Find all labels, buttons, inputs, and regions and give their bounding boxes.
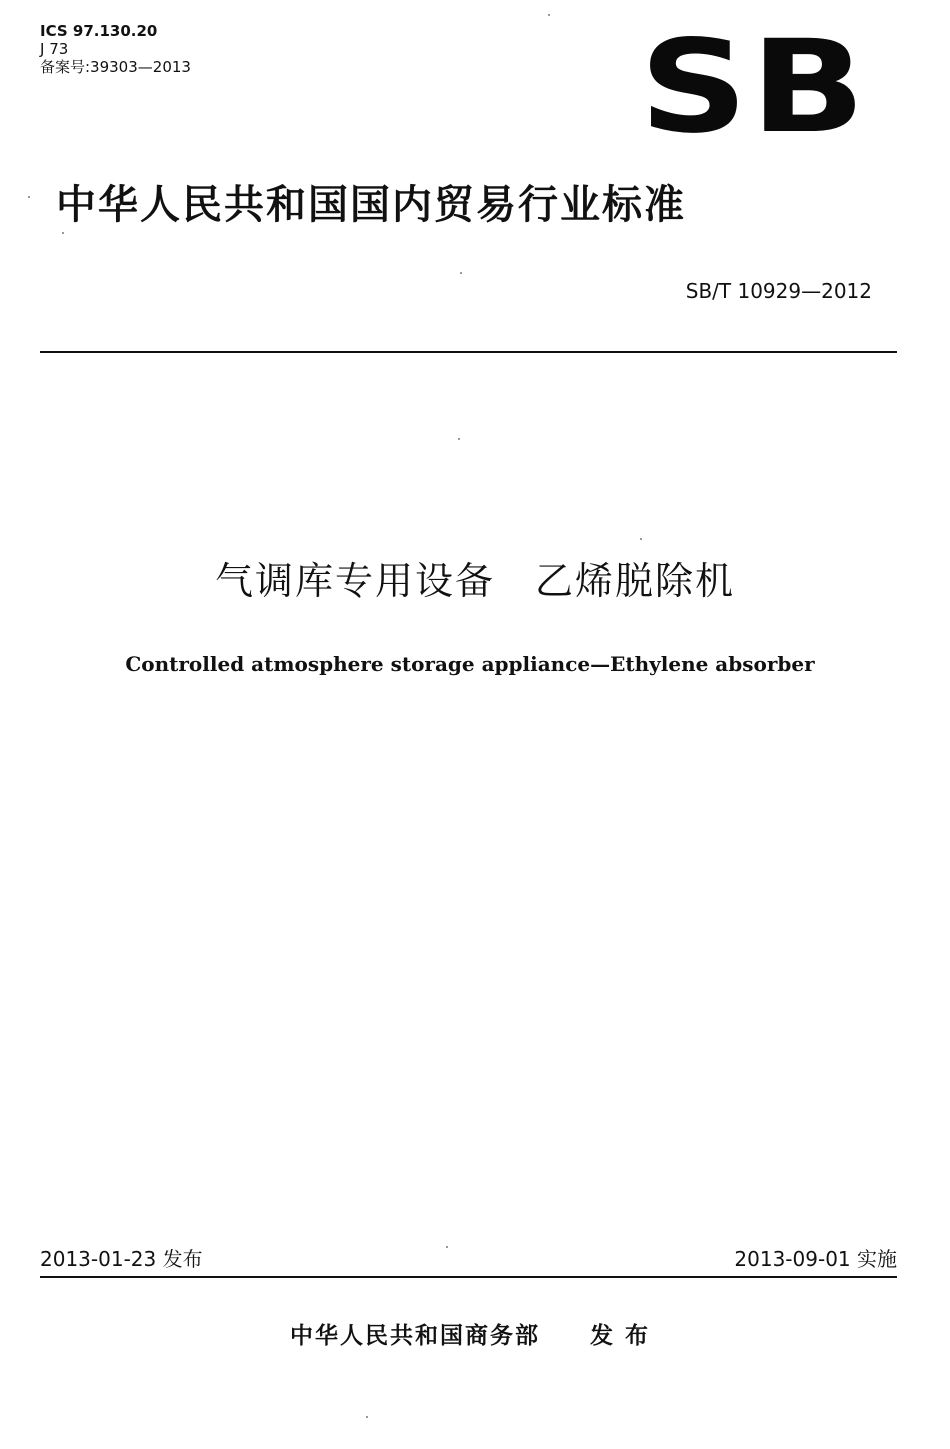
- scan-speck: [366, 1416, 368, 1418]
- standard-code: SB/T 10929—2012: [685, 279, 872, 303]
- scan-speck: [458, 438, 460, 440]
- top-divider: [40, 351, 897, 353]
- implementation-date: 2013-09-01 实施: [734, 1247, 897, 1271]
- document-title-en: Controlled atmosphere storage appliance—Ethylene absorber: [125, 652, 815, 676]
- sb-logo: SB: [639, 13, 868, 162]
- scan-speck: [640, 538, 642, 540]
- standard-category-title: 中华人民共和国国内贸易行业标准: [56, 182, 686, 228]
- scan-speck: [446, 1246, 448, 1248]
- document-title-cn: 气调库专用设备 乙烯脱除机: [214, 559, 735, 603]
- publisher: 中华人民共和国商务部 发 布: [289, 1323, 650, 1349]
- filing-number: 备案号:39303—2013: [40, 58, 191, 76]
- document-meta: [40, 22, 191, 76]
- scan-speck: [28, 196, 30, 198]
- scan-speck: [62, 232, 64, 234]
- scan-speck: [460, 272, 462, 274]
- scan-speck: [548, 14, 550, 16]
- ccs-code: J 73: [40, 40, 69, 58]
- ics-code: ICS 97.130.20: [40, 22, 158, 40]
- issue-date: 2013-01-23 发布: [40, 1247, 203, 1271]
- bottom-divider: [40, 1276, 897, 1278]
